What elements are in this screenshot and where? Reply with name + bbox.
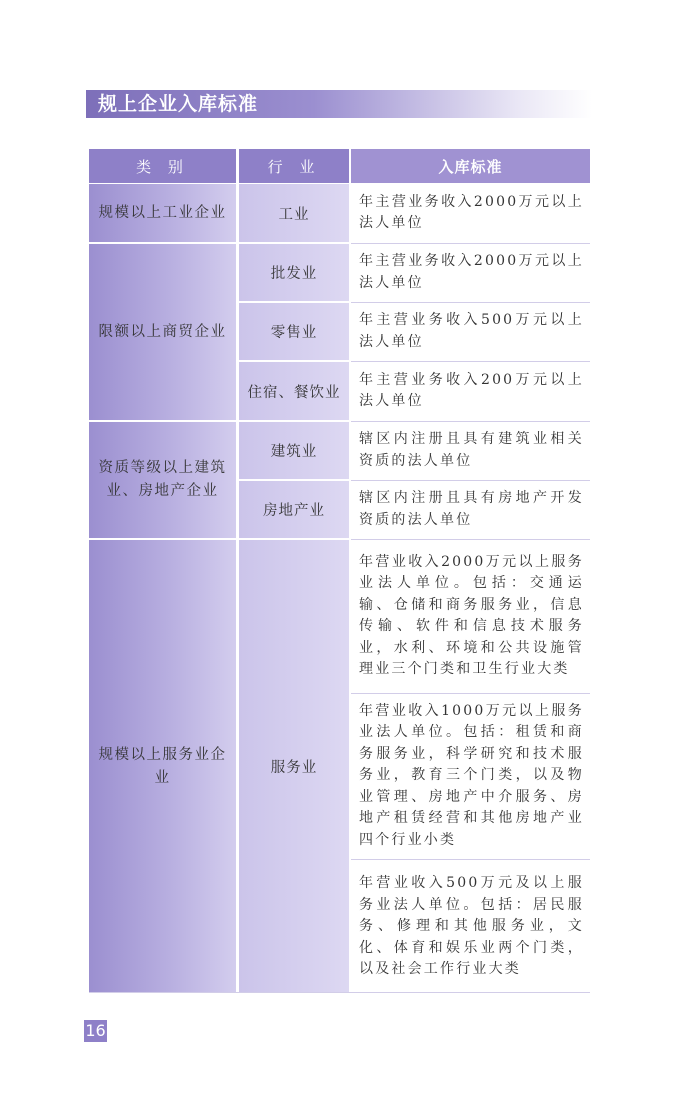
criteria-construction: 辖区内注册且具有建筑业相关资质的法人单位	[351, 422, 590, 479]
category-services: 规模以上服务业企业	[89, 540, 236, 993]
category-construction-realestate: 资质等级以上建筑业、房地产企业	[89, 422, 236, 538]
section-title: 规上企业入库标准	[86, 90, 592, 118]
criteria-services-2000: 年营业收入2000万元以上服务业法人单位。包括：交通运输、仓储和商务服务业，信息传输、软件和信息技术服务业，水利、环境和公共设施管理业三个门类和卫生行业大类	[351, 540, 590, 692]
criteria-services-500: 年营业收入500万元及以上服务业法人单位。包括：居民服务、修理和其他服务业，文化、体育和娱乐业两个门类，以及社会工作行业大类	[351, 861, 590, 993]
industry-construction: 建筑业	[239, 422, 349, 479]
standards-table	[89, 149, 590, 993]
criteria-real-estate: 辖区内注册且具有房地产开发资质的法人单位	[351, 481, 590, 538]
industry-retail: 零售业	[239, 303, 349, 360]
header-category: 类 别	[89, 149, 236, 183]
criteria-accommodation-catering: 年主营业务收入200万元以上法人单位	[351, 362, 590, 420]
criteria-retail: 年主营业务收入500万元以上法人单位	[351, 303, 590, 360]
criteria-wholesale: 年主营业务收入2000万元以上法人单位	[351, 244, 590, 301]
industry-services: 服务业	[239, 540, 349, 993]
page-number: 16	[85, 1021, 106, 1040]
header-industry: 行 业	[239, 149, 349, 183]
criteria-services-1000: 年营业收入1000万元以上服务业法人单位。包括：租赁和商务服务业，科学研究和技术服务业，教育三个门类，以及物业管理、房地产中介服务、房地产租赁经营和其他房地产业四个行业小类	[351, 695, 590, 857]
header-criteria: 入库标准	[351, 149, 590, 183]
industry-wholesale: 批发业	[239, 244, 349, 301]
industry-real-estate: 房地产业	[239, 481, 349, 538]
industry-accommodation-catering: 住宿、餐饮业	[239, 362, 349, 420]
category-industrial: 规模以上工业企业	[89, 184, 236, 242]
category-trade: 限额以上商贸企业	[89, 244, 236, 420]
industry-industrial: 工业	[239, 184, 349, 242]
criteria-industrial: 年主营业务收入2000万元以上法人单位	[351, 184, 590, 242]
